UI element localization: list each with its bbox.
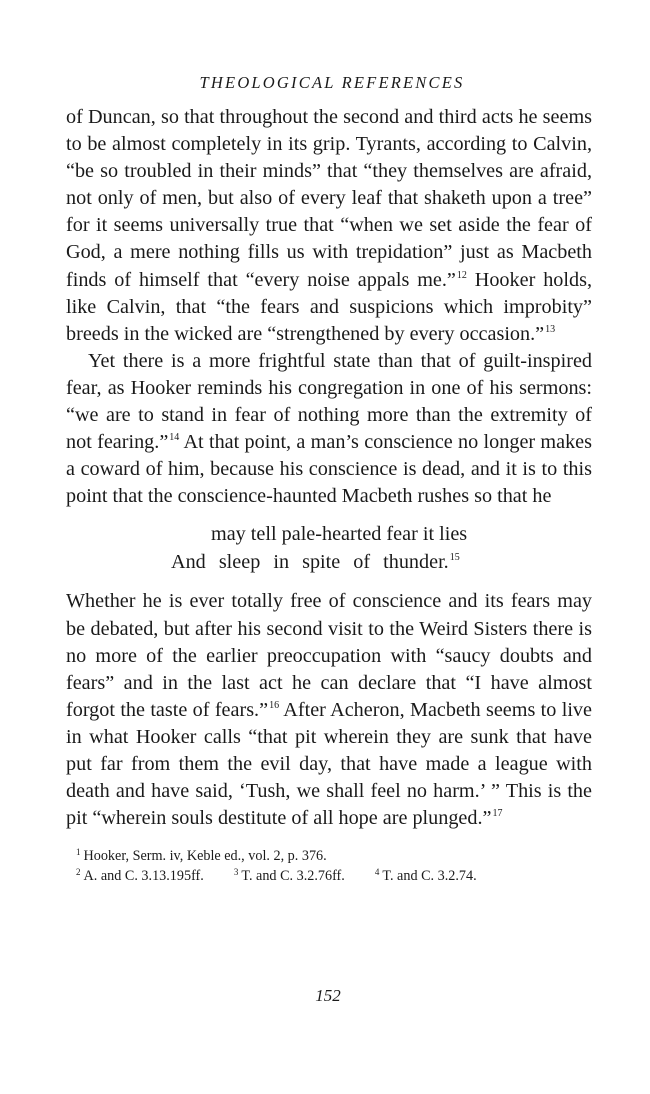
footnote-1-number: 1: [76, 847, 81, 858]
footnote-3-number: 3: [233, 867, 239, 878]
footnote-ref-17: 17: [492, 808, 503, 820]
paragraph-2-text-b: At that point, a man’s conscience no longer makes a coward of him, because his conscience is dead, and it is to this point that the conscience-haunted Macbeth rushes so that he: [66, 431, 593, 508]
footnote-2: [76, 866, 204, 886]
verse-line-1: may tell pale-hearted fear it lies: [211, 523, 468, 546]
footnote-ref-16: 16: [269, 699, 280, 711]
footnote-2-number: 2: [76, 867, 81, 878]
paragraph-3: [66, 588, 592, 832]
book-page: [66, 72, 592, 886]
footnote-2-text: A. and C. 3.13.195ff.: [83, 868, 204, 885]
paragraph-1: [66, 104, 592, 348]
footnote-ref-13: 13: [545, 323, 556, 335]
paragraph-2: [66, 348, 592, 511]
footnote-1: [76, 846, 327, 866]
page-number: 152: [315, 986, 341, 1005]
paragraph-2-text-a: Yet there is a more frightful state than that of guilt-inspired fear, as Hooker reminds his congregation in one of his sermons: “we are to stand in fear of nothing more than the extremity of not fearing.”: [66, 349, 592, 454]
footnote-ref-12: 12: [456, 269, 467, 281]
footnote-1-text: Hooker, Serm. iv, Keble ed., vol. 2, p. 376.: [83, 848, 327, 865]
running-title: THEOLOGICAL REFERENCES: [199, 73, 465, 92]
footnote-3-text: T. and C. 3.2.76ff.: [241, 868, 345, 885]
footnote-line-2: [66, 866, 592, 886]
footnotes: [66, 846, 592, 886]
verse-quotation: [66, 520, 592, 576]
footnote-4: [375, 866, 477, 886]
footnote-ref-14: 14: [169, 432, 180, 444]
paragraph-3-text-b: After Acheron, Macbeth seems to live in what Hooker calls “that pit wherein they are sunk that have put far from them the evil day, that have made a league with death and have said, ‘Tush, we shall feel no harm.’ ” This is the pit “wherein souls destitute of all hope are plunged.”: [66, 698, 592, 830]
footnote-line-1: [66, 846, 592, 866]
verse-line-2: [66, 548, 592, 576]
footnote-4-number: 4: [374, 867, 380, 878]
paragraph-1-text-a: of Duncan, so that throughout the second and third acts he seems to be almost completely in its grip. Tyrants, according to Calvin, “be so troubled in their minds” that “they themselves are afraid, not only of men, but also of every leaf that shaketh upon a tree” for it seems universally true that “when we set aside the fear of God, a mere nothing fills us with trepidation” just as Macbeth finds of himself that “every noise appals me.”: [66, 106, 592, 291]
footnote-ref-15: 15: [449, 552, 460, 564]
paragraph-1-text-b: Hooker holds, like Calvin, that “the fears and suspicions which improbity” breeds in the wicked are “strengthened by every occasion.”: [66, 268, 592, 345]
footnote-4-text: T. and C. 3.2.74.: [382, 868, 477, 885]
footnote-3: [234, 866, 345, 886]
paragraph-3-text-a: Whether he is ever totally free of conscience and its fears may be debated, but after his second visit to the Weird Sisters there is no more of the earlier preoccupation with “saucy doubts and fears” and in the last act he can declare that “I have almost forgot the taste of fears.”: [66, 590, 592, 721]
verse-line-2-text: And sleep in spite of thunder.: [171, 551, 449, 574]
